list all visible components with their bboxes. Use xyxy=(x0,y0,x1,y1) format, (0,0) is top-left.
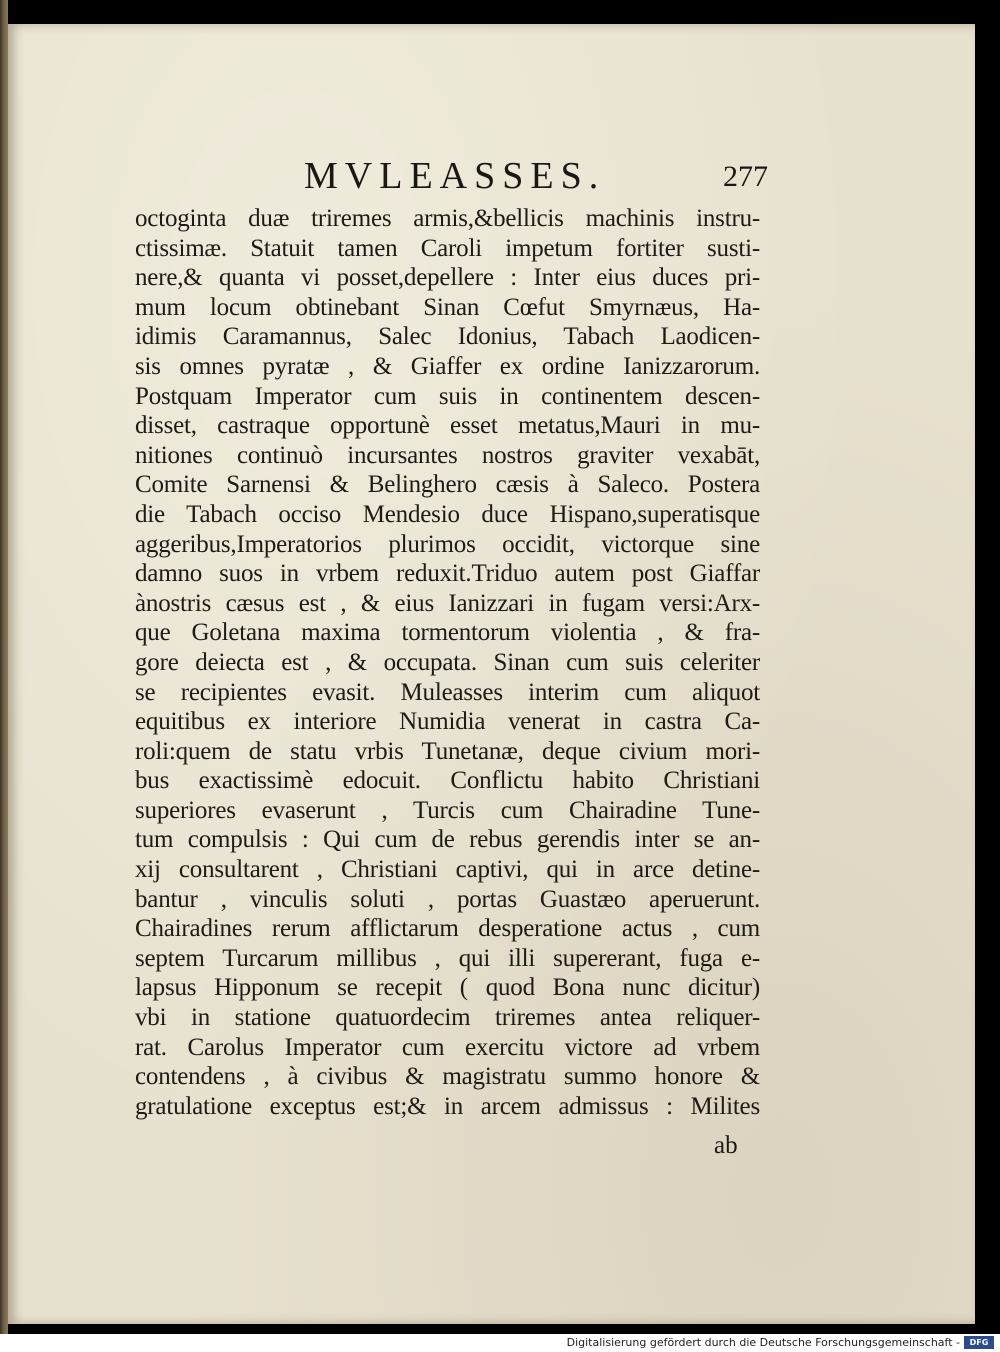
text-line: disset, castraque opportunè esset metatus,Mauri in mu- xyxy=(135,412,760,440)
text-line: superiores evaserunt , Turcis cum Chairadine Tune- xyxy=(135,796,760,824)
text-line: sis omnes pyratæ , & Giaffer ex ordine Ianizzarorum. xyxy=(135,352,760,380)
text-line: septem Turcarum millibus , qui illi supererant, fuga e- xyxy=(135,944,760,972)
text-line: gore deiecta est , & occupata. Sinan cum suis celeriter xyxy=(135,648,760,676)
text-line: mum locum obtinebant Sinan Cœfut Smyrnæus, Ha- xyxy=(135,293,760,321)
text-line: Postquam Imperator cum suis in continentem descen- xyxy=(135,382,760,410)
text-line: contendens , à civibus & magistratu summo honore & xyxy=(135,1063,760,1091)
text-line: lapsus Hipponum se recepit ( quod Bona nunc dicitur) xyxy=(135,974,760,1002)
text-line: die Tabach occiso Mendesio duce Hispano,superatisque xyxy=(135,500,760,528)
body-text xyxy=(135,204,760,1121)
text-line: xij consultarent , Christiani captivi, qui in arce detine- xyxy=(135,856,760,884)
book-page xyxy=(8,24,975,1324)
text-line: bantur , vinculis soluti , portas Guastæo aperuerunt. xyxy=(135,885,760,913)
book-spine-edge xyxy=(0,0,8,1334)
text-line: nere,& quanta vi posset,depellere : Inter eius duces pri- xyxy=(135,264,760,292)
digitization-credit: Digitalisierung gefördert durch die Deutsche Forschungsgemeinschaft - xyxy=(566,1336,960,1349)
text-line: tum compulsis : Qui cum de rebus gerendis inter se an- xyxy=(135,826,760,854)
text-line: damno suos in vrbem reduxit.Triduo autem post Giaffar xyxy=(135,560,760,588)
running-title: MVLEASSES. xyxy=(304,155,606,197)
text-line: roli:quem de statu vrbis Tunetanæ, deque civium mori- xyxy=(135,737,760,765)
dfg-logo: DFG xyxy=(964,1336,994,1349)
text-line: equitibus ex interiore Numidia venerat in castra Ca- xyxy=(135,708,760,736)
page-number: 277 xyxy=(723,160,768,193)
text-line: que Goletana maxima tormentorum violentia , & fra- xyxy=(135,619,760,647)
text-line: gratulatione exceptus est;& in arcem admissus : Milites xyxy=(135,1092,760,1120)
page-header xyxy=(298,154,768,198)
text-line: se recipientes evasit. Muleasses interim cum aliquot xyxy=(135,678,760,706)
catchword: ab xyxy=(714,1132,738,1159)
text-line: octoginta duæ triremes armis,&bellicis machinis instru- xyxy=(135,205,760,232)
text-line: rat. Carolus Imperator cum exercitu victore ad vrbem xyxy=(135,1033,760,1061)
text-line: ctissimæ. Statuit tamen Caroli impetum fortiter susti- xyxy=(135,234,760,262)
text-line: vbi in statione quatuordecim triremes antea reliquer- xyxy=(135,1004,760,1032)
text-line: bus exactissimè edocuit. Conflictu habito Christiani xyxy=(135,767,760,795)
text-line: aggeribus,Imperatorios plurimos occidit, victorque sine xyxy=(135,530,760,558)
text-line: Chairadines rerum afflictarum desperatione actus , cum xyxy=(135,915,760,943)
footer-bar xyxy=(0,1334,1000,1352)
text-line: nitiones continuò incursantes nostros graviter vexabāt, xyxy=(135,441,760,469)
text-line: ànostris cæsus est , & eius Ianizzari in fugam versi:Arx- xyxy=(135,589,760,617)
text-line: Comite Sarnensi & Belinghero cæsis à Saleco. Postera xyxy=(135,471,760,499)
text-line: idimis Caramannus, Salec Idonius, Tabach Laodicen- xyxy=(135,323,760,351)
